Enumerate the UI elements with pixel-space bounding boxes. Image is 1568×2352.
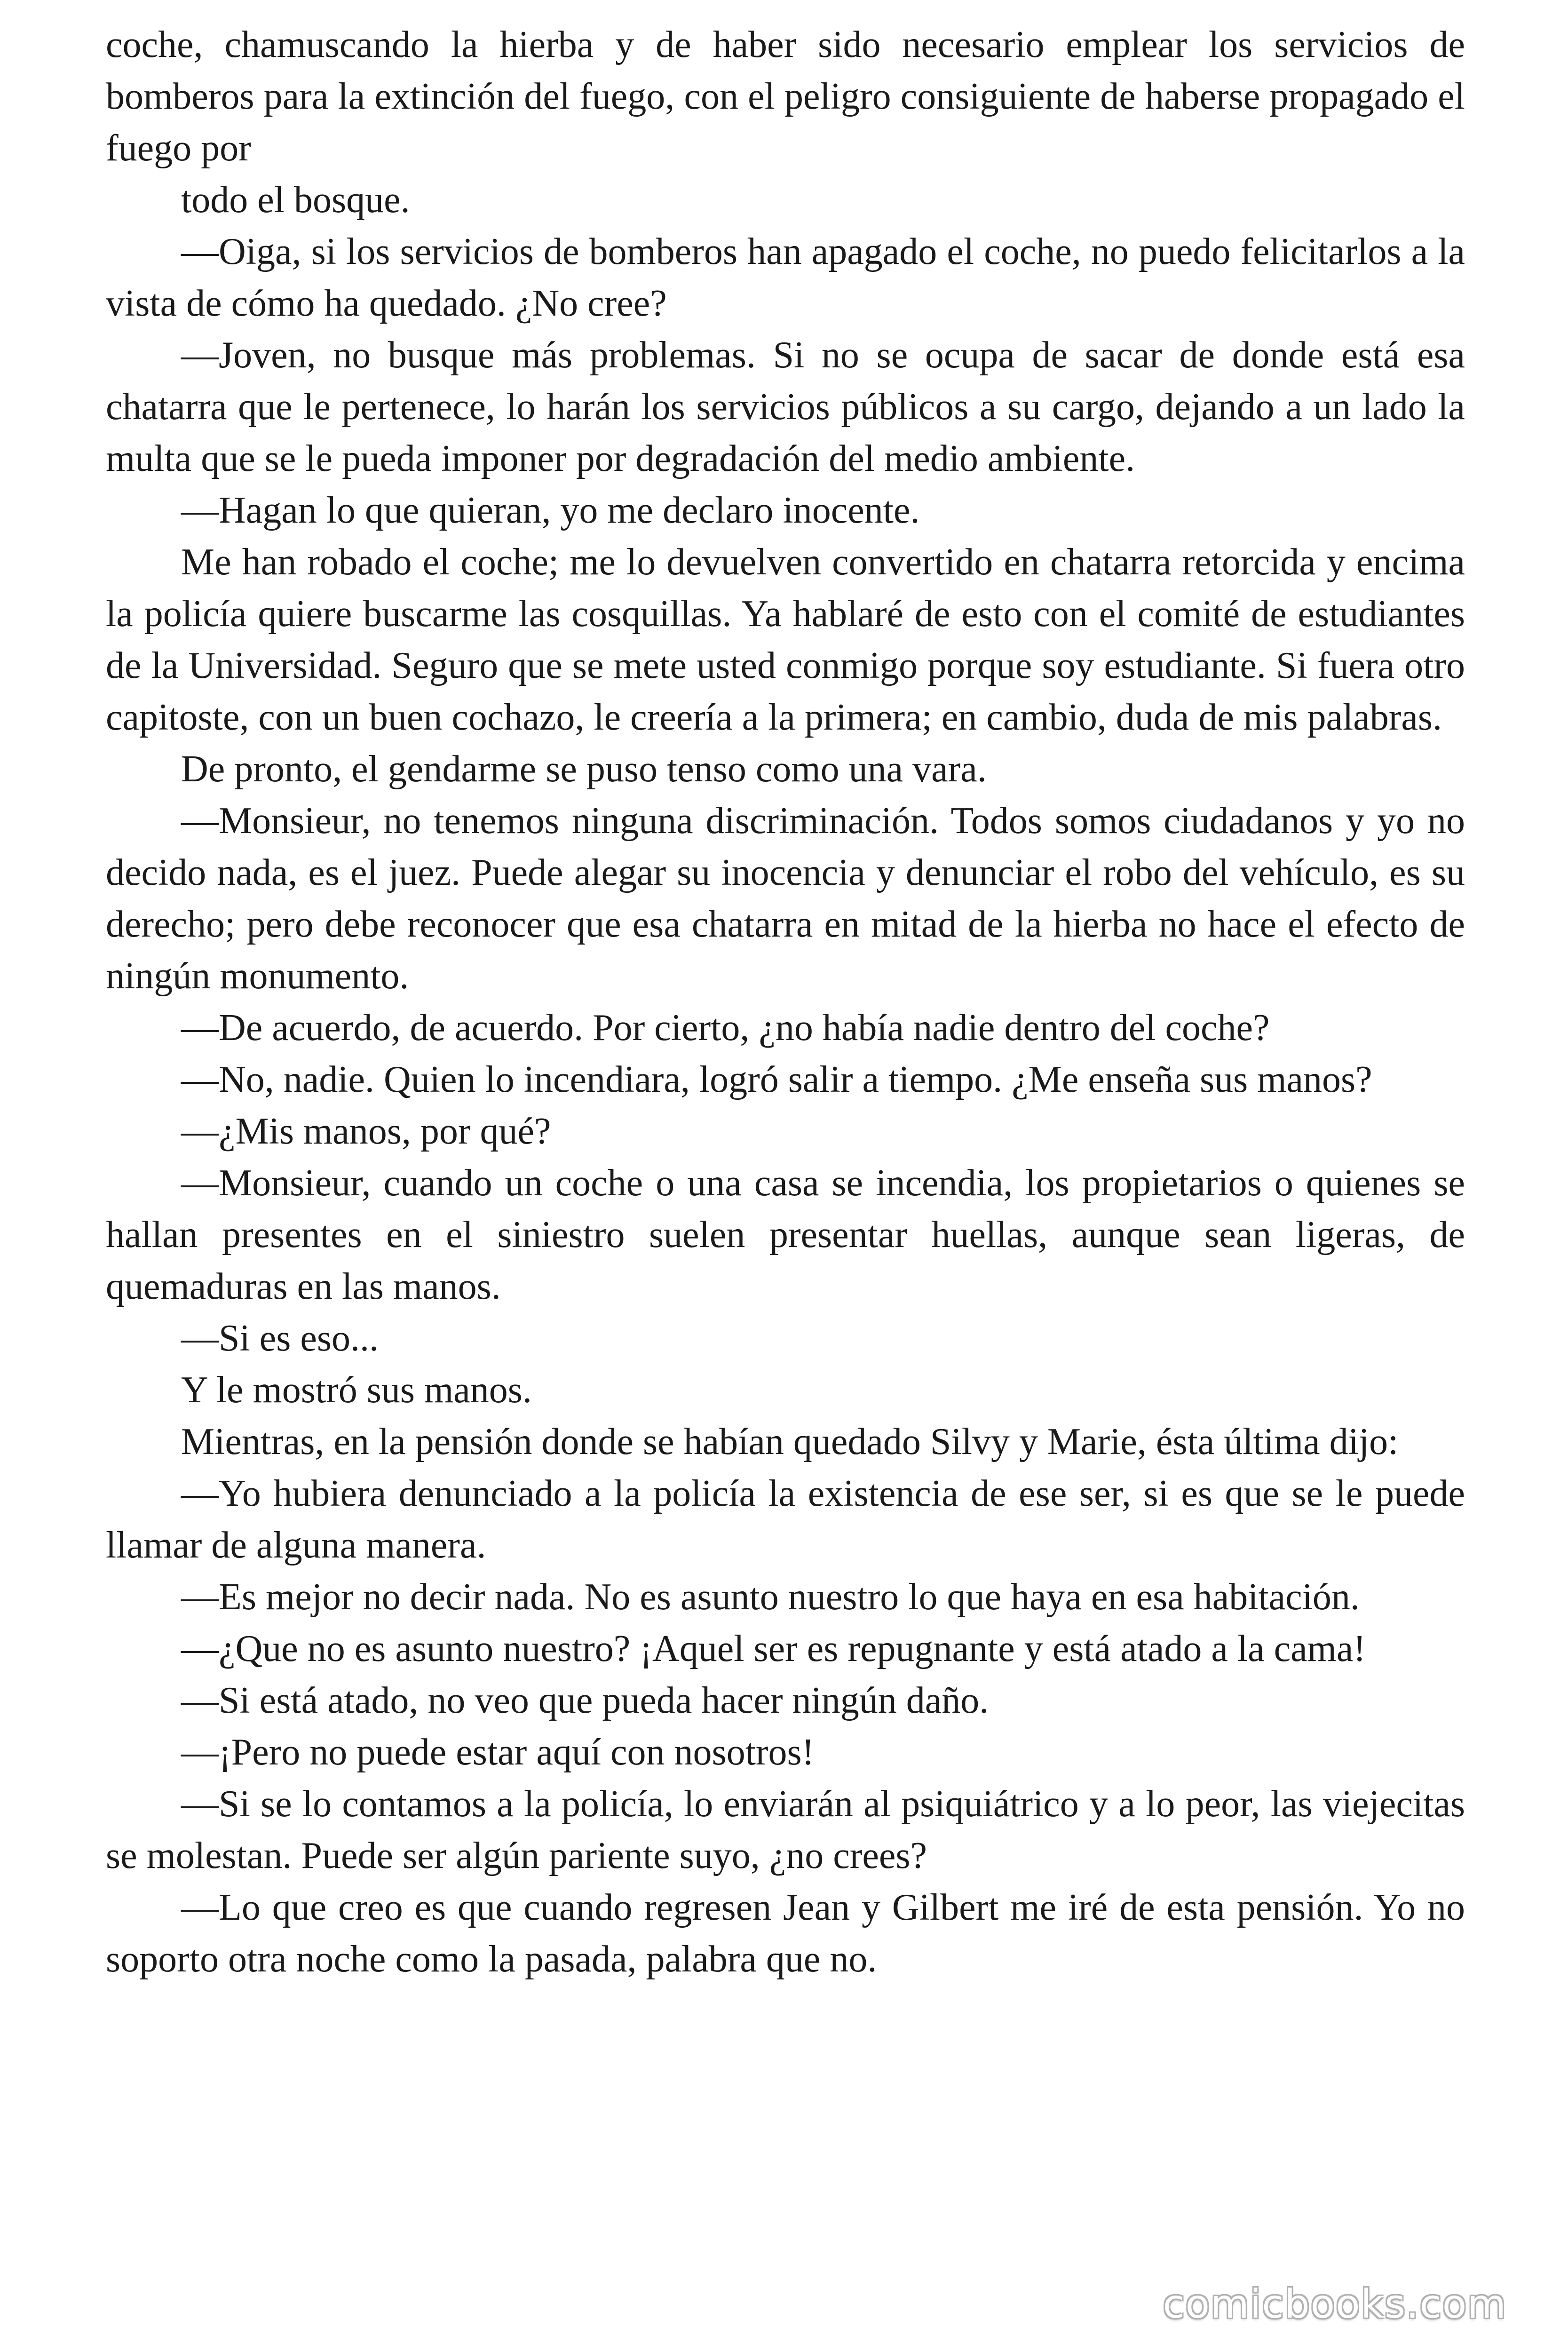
paragraph-18: —¿Que no es asunto nuestro? ¡Aquel ser es repugnante y está atado a la cama! xyxy=(181,1628,1366,1669)
paragraph-16: —Yo hubiera denunciado a la policía la existencia de ese ser, si es que se le puede llamar de alguna manera. xyxy=(106,1473,1465,1566)
paragraph-3: —Oiga, si los servicios de bomberos han apagado el coche, no puedo felicitarlos a la vista de cómo ha quedado. ¿No cree? xyxy=(106,231,1465,324)
paragraph-15: Mientras, en la pensión donde se habían quedado Silvy y Marie, ésta última dijo: xyxy=(181,1421,1399,1462)
paragraph-20: —¡Pero no puede estar aquí con nosotros! xyxy=(181,1732,815,1773)
paragraph-13: —Si es eso... xyxy=(181,1318,379,1359)
paragraph-1: coche, chamuscando la hierba y de haber sido necesario emplear los servicios de bomberos para la extinción del fuego, con el peligro consiguiente de haberse propagado el fuego por xyxy=(106,24,1465,169)
paragraph-6: Me han robado el coche; me lo devuelven convertido en chatarra retorcida y encima la policía quiere buscarme las cosquillas. Ya hablaré de esto con el comité de estudiantes de la Universidad. Seguro que se mete usted conmigo porque soy estudiante. Si fuera otro capitoste, con un buen cochazo, le creería a la primera; en cambio, duda de mis palabras. xyxy=(106,541,1465,738)
paragraph-12: —Monsieur, cuando un coche o una casa se incendia, los propietarios o quienes se hallan presentes en el siniestro suelen presentar huellas, aunque sean ligeras, de quemaduras en las manos. xyxy=(106,1162,1465,1307)
paragraph-4: —Joven, no busque más problemas. Si no se ocupa de sacar de donde está esa chatarra que le pertenece, lo harán los servicios públicos a su cargo, dejando a un lado la multa que se le pueda imponer por degradación del medio ambiente. xyxy=(106,334,1465,479)
paragraph-14: Y le mostró sus manos. xyxy=(181,1369,532,1411)
paragraph-19: —Si está atado, no veo que pueda hacer ningún daño. xyxy=(181,1680,989,1721)
paragraph-10: —No, nadie. Quien lo incendiara, logró salir a tiempo. ¿Me enseña sus manos? xyxy=(181,1059,1372,1100)
document-page xyxy=(106,19,1465,1985)
watermark-logo: comicbooks.com xyxy=(1163,2281,1507,2327)
paragraph-7: De pronto, el gendarme se puso tenso como una vara. xyxy=(181,748,987,790)
paragraph-22: —Lo que creo es que cuando regresen Jean y Gilbert me iré de esta pensión. Yo no soporto otra noche como la pasada, palabra que no. xyxy=(106,1887,1465,1980)
paragraph-2: todo el bosque. xyxy=(181,179,410,221)
paragraph-5: —Hagan lo que quieran, yo me declaro inocente. xyxy=(181,490,920,531)
paragraph-9: —De acuerdo, de acuerdo. Por cierto, ¿no había nadie dentro del coche? xyxy=(181,1007,1270,1049)
paragraph-21: —Si se lo contamos a la policía, lo enviarán al psiquiátrico y a lo peor, las viejecitas se molestan. Puede ser algún pariente suyo, ¿no crees? xyxy=(106,1783,1465,1876)
paragraph-8: —Monsieur, no tenemos ninguna discriminación. Todos somos ciudadanos y yo no decido nada, es el juez. Puede alegar su inocencia y denunciar el robo del vehículo, es su derecho; pero debe reconocer que esa chatarra en mitad de la hierba no hace el efecto de ningún monumento. xyxy=(106,800,1465,997)
paragraph-17: —Es mejor no decir nada. No es asunto nuestro lo que haya en esa habitación. xyxy=(181,1576,1360,1618)
paragraph-11: —¿Mis manos, por qué? xyxy=(181,1111,551,1152)
